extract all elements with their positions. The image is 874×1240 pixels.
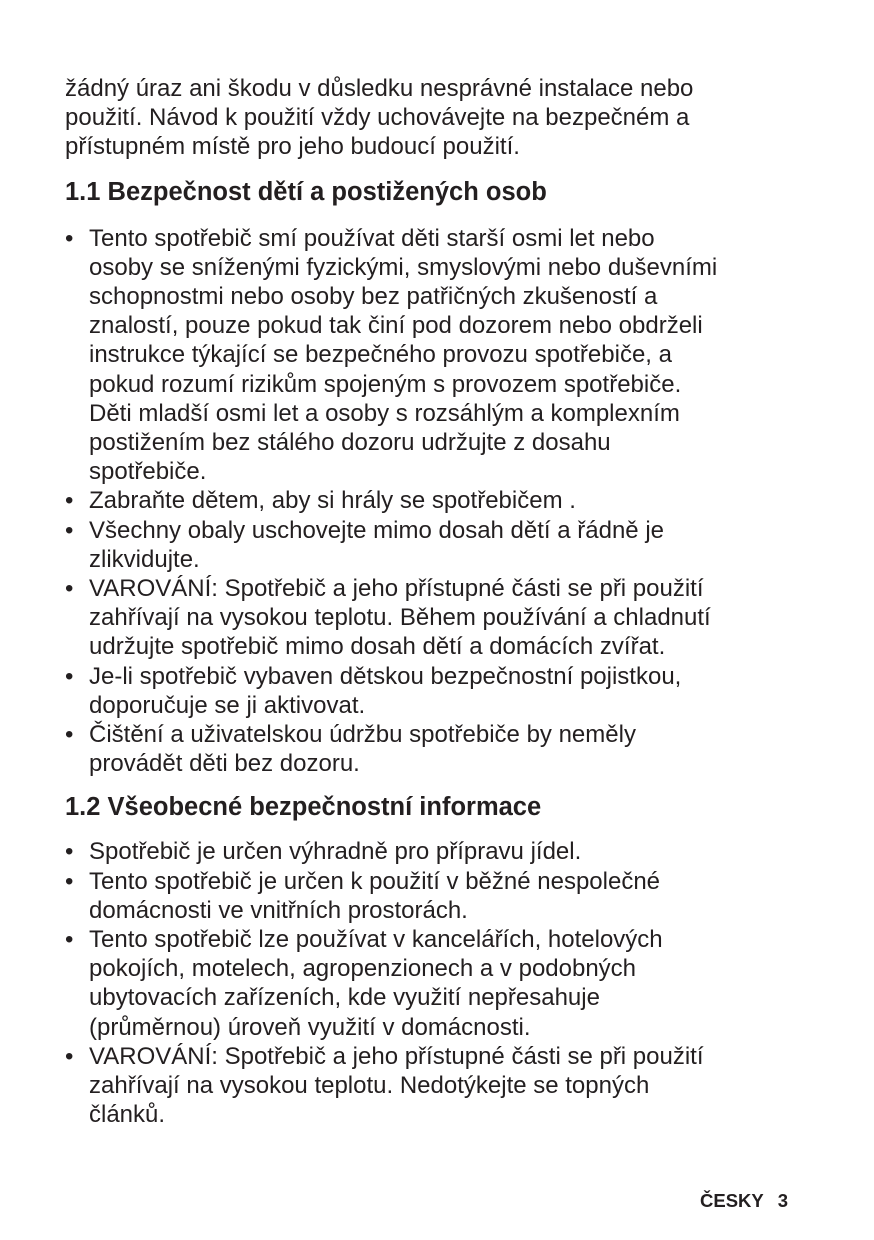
bullet-icon: • xyxy=(65,575,74,603)
footer-language: ČESKY xyxy=(700,1190,764,1211)
list-item-text: Je-li spotřebič vybaven dětskou bezpečnostní pojistkou, doporučuje se ji aktivovat. xyxy=(89,662,682,719)
list-item xyxy=(65,925,825,1042)
list-item-text: VAROVÁNÍ: Spotřebič a jeho přístupné části se při použití zahřívají na vysokou teplotu. Nedotýkejte se topných článků. xyxy=(89,1042,704,1129)
bullet-icon: • xyxy=(65,662,74,690)
bullet-icon: • xyxy=(65,1042,74,1070)
list-item xyxy=(65,574,825,662)
list-item xyxy=(65,1042,825,1130)
child-safety-list xyxy=(65,224,825,779)
list-item xyxy=(65,867,825,925)
page-footer xyxy=(700,1190,788,1212)
bullet-icon: • xyxy=(65,487,74,515)
list-item-text: Tento spotřebič je určen k použití v běžné nespolečné domácnosti ve vnitřních prostorách. xyxy=(89,867,661,924)
list-item-text: Tento spotřebič lze používat v kancelářích, hotelových pokojích, motelech, agropenzionech a v podobných ubytovacích zařízeních, kde využití nepřesahuje (průměrnou) úroveň využití v domácnosti. xyxy=(89,926,663,1041)
general-safety-list xyxy=(65,837,825,1129)
list-item-text: VAROVÁNÍ: Spotřebič a jeho přístupné části se při použití zahřívají na vysokou teplotu. Během používání a chladnutí udržujte spotřebič mimo dosah dětí a domácích zvířat. xyxy=(89,575,711,661)
bullet-icon: • xyxy=(65,516,74,544)
bullet-icon: • xyxy=(65,867,74,895)
document-page xyxy=(65,74,825,1130)
list-item xyxy=(65,224,825,487)
bullet-icon: • xyxy=(65,224,74,252)
list-item-text: Čištění a uživatelskou údržbu spotřebiče by neměly provádět děti bez dozoru. xyxy=(89,721,636,778)
list-item-text: Zabraňte dětem, aby si hrály se spotřebičem . xyxy=(89,487,576,515)
list-item xyxy=(65,720,825,778)
bullet-icon: • xyxy=(65,926,74,954)
section-heading-general-safety: 1.2 Všeobecné bezpečnostní informace xyxy=(65,793,542,822)
list-item xyxy=(65,516,825,574)
list-item xyxy=(65,662,825,720)
bullet-icon: • xyxy=(65,721,74,749)
bullet-icon: • xyxy=(65,838,74,866)
list-item-text: Všechny obaly uschovejte mimo dosah dětí a řádně je zlikvidujte. xyxy=(89,516,665,573)
page-number: 3 xyxy=(777,1190,789,1211)
list-item-text: Spotřebič je určen výhradně pro přípravu jídel. xyxy=(89,838,582,866)
list-item xyxy=(65,837,825,866)
section-heading-child-safety: 1.1 Bezpečnost dětí a postižených osob xyxy=(65,177,547,206)
list-item xyxy=(65,486,825,515)
list-item-text: Tento spotřebič smí používat děti starší osmi let nebo osoby se sníženými fyzickými, smyslovými nebo duševními schopnostmi nebo osoby bez patřičných zkušeností a znalostí, pouze pokud tak činí pod dozorem nebo obdrželi instrukce týkající se bezpečného provozu spotřebiče, a pokud rozumí rizikům spojeným s provozem spotřebiče. Děti mladší osmi let a osoby s rozsáhlým a komplexním postižením bez stálého dozoru udržujte z dosahu spotřebiče. xyxy=(89,224,718,486)
intro-paragraph: žádný úraz ani škodu v důsledku nesprávné instalace nebo použití. Návod k použití vždy uchovávejte na bezpečném a přístupném místě pro jeho budoucí použití. xyxy=(65,75,694,161)
